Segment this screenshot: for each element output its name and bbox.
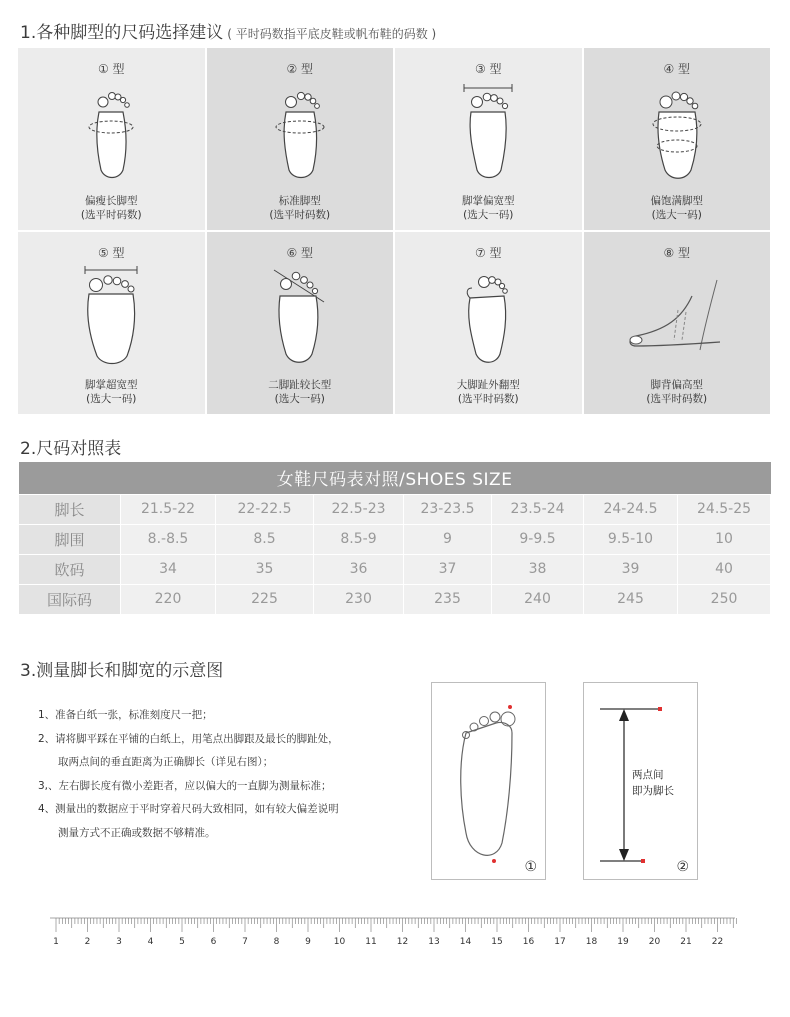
ruler-label: 11 bbox=[365, 937, 377, 947]
foot-type-name: 二脚趾较长型 bbox=[268, 379, 332, 391]
table-cell: 10 bbox=[678, 524, 771, 554]
table-cell: 23-23.5 bbox=[404, 494, 492, 524]
table-cell: 38 bbox=[492, 554, 584, 584]
foot-type-number: ② 型 bbox=[286, 62, 314, 76]
ruler-label: 21 bbox=[680, 937, 692, 947]
ruler-label: 9 bbox=[305, 937, 311, 947]
foot-type-5 bbox=[18, 232, 205, 414]
foot-type-number: ① 型 bbox=[97, 62, 125, 76]
table-row bbox=[19, 554, 771, 584]
table-cell: 22-22.5 bbox=[216, 494, 314, 524]
row-header: 脚围 bbox=[19, 524, 121, 554]
length-label-line1: 两点间 bbox=[632, 769, 664, 781]
table-cell: 220 bbox=[121, 584, 216, 614]
ruler-label: 10 bbox=[333, 937, 346, 947]
ruler-label: 22 bbox=[711, 937, 724, 947]
foot-type-8 bbox=[584, 232, 771, 414]
foot-type-6 bbox=[207, 232, 394, 414]
table-cell: 36 bbox=[314, 554, 404, 584]
ruler-label: 6 bbox=[210, 937, 217, 947]
table-cell: 8.-8.5 bbox=[121, 524, 216, 554]
foot-type-name: 脚背偏高型 bbox=[650, 379, 703, 391]
measurement-instructions bbox=[38, 704, 339, 845]
row-header: 国际码 bbox=[19, 584, 121, 614]
foot-outline-diagram bbox=[431, 682, 546, 880]
table-cell: 250 bbox=[678, 584, 771, 614]
foot-type-3 bbox=[395, 48, 582, 230]
foot-type-1 bbox=[18, 48, 205, 230]
table-cell: 240 bbox=[492, 584, 584, 614]
foot-type-number: ⑦ 型 bbox=[474, 246, 502, 260]
foot-type-name: 脚掌偏宽型 bbox=[462, 195, 515, 207]
section3-title: 3.测量脚长和脚宽的示意图 bbox=[20, 661, 224, 681]
high-instep-foot-icon bbox=[622, 266, 732, 366]
ruler-label: 13 bbox=[428, 937, 440, 947]
instruction-item: 测量方式不正确或数据不够精准。 bbox=[58, 826, 216, 839]
ruler-label: 4 bbox=[147, 937, 154, 947]
foot-type-number: ⑤ 型 bbox=[97, 246, 125, 260]
foot-type-advice: (选平时码数) bbox=[80, 209, 142, 221]
ruler-label: 12 bbox=[396, 937, 409, 947]
section1-title bbox=[20, 18, 436, 43]
ruler-label: 3 bbox=[116, 937, 122, 947]
table-cell: 235 bbox=[404, 584, 492, 614]
section1-subtitle: ( 平时码数指平底皮鞋或帆布鞋的码数 ) bbox=[227, 27, 437, 41]
ruler-label: 18 bbox=[585, 937, 598, 947]
ruler-label: 8 bbox=[273, 937, 280, 947]
foot-type-name: 偏饱满脚型 bbox=[650, 195, 703, 207]
ruler bbox=[50, 914, 740, 954]
table-cell: 35 bbox=[216, 554, 314, 584]
foot-outline-icon bbox=[432, 683, 547, 881]
table-cell: 24-24.5 bbox=[584, 494, 678, 524]
foot-type-name: 标准脚型 bbox=[278, 195, 321, 207]
table-cell: 230 bbox=[314, 584, 404, 614]
diagram-2-number: ② bbox=[676, 859, 689, 875]
foot-type-number: ④ 型 bbox=[663, 62, 691, 76]
foot-type-7 bbox=[395, 232, 582, 414]
slender-foot-icon bbox=[81, 82, 141, 182]
standard-foot-icon bbox=[270, 82, 330, 182]
row-header: 脚长 bbox=[19, 494, 121, 524]
ruler-label: 20 bbox=[648, 937, 661, 947]
ruler-label: 15 bbox=[491, 937, 503, 947]
diagram-1-number: ① bbox=[524, 859, 537, 875]
ruler-label: 14 bbox=[459, 937, 472, 947]
foot-type-name: 脚掌超宽型 bbox=[85, 379, 138, 391]
ruler-label: 5 bbox=[179, 937, 185, 947]
table-cell: 9-9.5 bbox=[492, 524, 584, 554]
foot-type-grid bbox=[18, 48, 770, 412]
table-cell: 39 bbox=[584, 554, 678, 584]
table-row bbox=[19, 524, 771, 554]
instruction-item: 3,、左右脚长度有微小差距者，应以偏大的一直脚为测量标准； bbox=[38, 779, 332, 792]
ruler-label: 16 bbox=[522, 937, 535, 947]
table-cell: 37 bbox=[404, 554, 492, 584]
ruler-label: 2 bbox=[84, 937, 91, 947]
foot-type-advice: (选大一码) bbox=[274, 393, 325, 405]
row-header: 欧码 bbox=[19, 554, 121, 584]
foot-type-number: ③ 型 bbox=[474, 62, 502, 76]
table-cell: 34 bbox=[121, 554, 216, 584]
ruler-label: 7 bbox=[242, 937, 248, 947]
wide-forefoot-icon bbox=[458, 82, 518, 182]
length-label bbox=[632, 767, 674, 799]
length-measure-diagram bbox=[583, 682, 698, 880]
ruler-label: 17 bbox=[554, 937, 566, 947]
foot-type-4 bbox=[584, 48, 771, 230]
table-cell: 24.5-25 bbox=[678, 494, 771, 524]
table-cell: 40 bbox=[678, 554, 771, 584]
foot-type-advice: (选大一码) bbox=[86, 393, 137, 405]
size-chart-table bbox=[18, 462, 771, 615]
extra-wide-foot-icon bbox=[79, 266, 143, 366]
foot-type-number: ⑥ 型 bbox=[286, 246, 314, 260]
long-second-toe-foot-icon bbox=[268, 266, 332, 366]
foot-type-2 bbox=[207, 48, 394, 230]
table-cell: 8.5 bbox=[216, 524, 314, 554]
foot-type-advice: (选平时码数) bbox=[646, 393, 708, 405]
table-cell: 225 bbox=[216, 584, 314, 614]
table-cell: 8.5-9 bbox=[314, 524, 404, 554]
section2-title: 2.尺码对照表 bbox=[20, 439, 122, 459]
instruction-item: 2、请将脚平踩在平铺的白纸上，用笔点出脚跟及最长的脚趾处， bbox=[38, 732, 339, 745]
instruction-item: 取两点间的垂直距离为正确脚长（详见右图）； bbox=[58, 756, 274, 768]
table-cell: 9 bbox=[404, 524, 492, 554]
table-row bbox=[19, 584, 771, 614]
size-table-title: 女鞋尺码表对照/SHOES SIZE bbox=[19, 462, 771, 494]
foot-type-advice: (选平时码数) bbox=[269, 209, 331, 221]
ruler-label: 1 bbox=[53, 937, 59, 947]
foot-type-advice: (选平时码数) bbox=[457, 393, 519, 405]
table-cell: 21.5-22 bbox=[121, 494, 216, 524]
table-row bbox=[19, 494, 771, 524]
length-label-line2: 即为脚长 bbox=[632, 785, 674, 797]
bunion-foot-icon bbox=[458, 266, 518, 366]
ruler-label: 19 bbox=[617, 937, 629, 947]
full-foot-icon bbox=[647, 82, 707, 182]
table-cell: 22.5-23 bbox=[314, 494, 404, 524]
table-cell: 23.5-24 bbox=[492, 494, 584, 524]
foot-type-advice: (选大一码) bbox=[463, 209, 514, 221]
foot-type-advice: (选大一码) bbox=[651, 209, 702, 221]
foot-type-number: ⑧ 型 bbox=[663, 246, 691, 260]
instruction-item: 1、准备白纸一张，标准刻度尺一把； bbox=[38, 709, 213, 721]
table-cell: 245 bbox=[584, 584, 678, 614]
foot-type-name: 偏瘦长脚型 bbox=[85, 195, 138, 207]
foot-type-name: 大脚趾外翻型 bbox=[456, 379, 520, 391]
section1-title-text: 1.各种脚型的尺码选择建议 bbox=[20, 23, 224, 43]
table-cell: 9.5-10 bbox=[584, 524, 678, 554]
instruction-item: 4、测量出的数据应于平时穿着尺码大致相同，如有较大偏差说明 bbox=[38, 803, 339, 815]
